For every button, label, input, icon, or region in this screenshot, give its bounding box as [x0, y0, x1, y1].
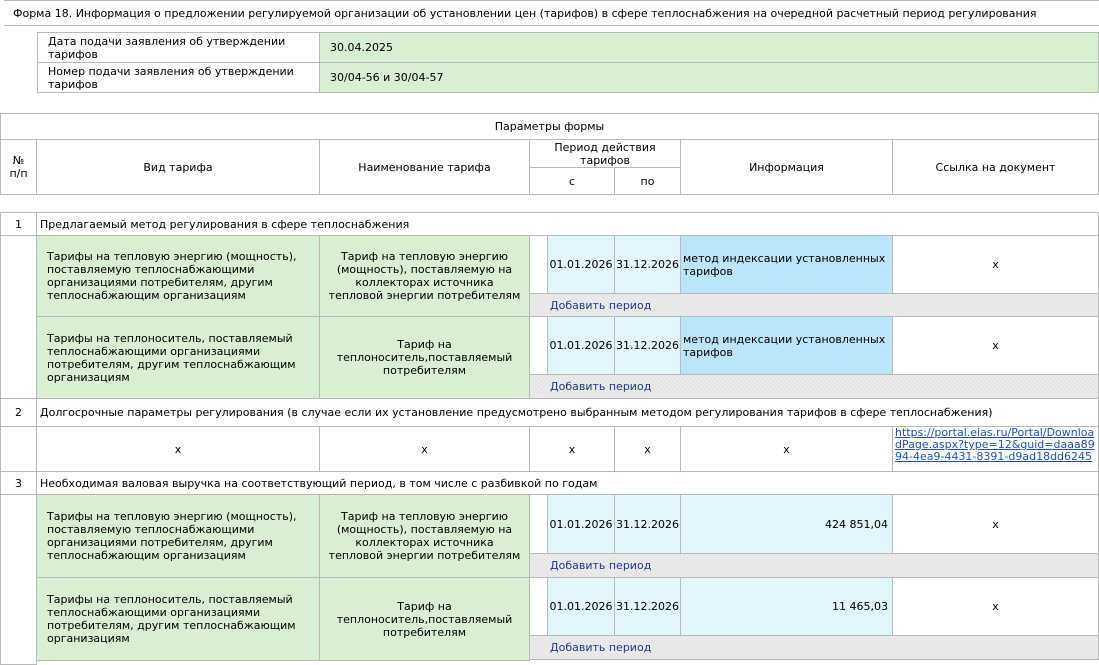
section-title: Необходимая валовая выручка на соответствующий период, в том числе с разбивкой по годам — [36, 471, 1099, 495]
information-value[interactable]: метод индексации установленных тарифов — [680, 235, 893, 294]
period-from-value[interactable]: 01.01.2026 — [547, 235, 615, 294]
period-from-value[interactable]: 01.01.2026 — [547, 577, 615, 636]
col-name-header: Наименование тарифа — [319, 139, 530, 195]
period-to-value: x — [614, 426, 681, 472]
period-from-value: x — [529, 426, 615, 472]
add-period-button[interactable]: Добавить период — [529, 553, 1099, 578]
doc-link-value: x — [892, 235, 1099, 294]
tariff-type-cell: Тарифы на тепловую энергию (мощность), поставляемую теплоснабжающими организациями потребителям, другим теплоснабжающим организациям — [36, 235, 320, 317]
period-to-value[interactable]: 31.12.2026 — [614, 577, 681, 636]
period-to-value[interactable]: 31.12.2026 — [614, 235, 681, 294]
period-to-value[interactable]: 31.12.2026 — [614, 494, 681, 554]
doc-link-value: x — [892, 577, 1099, 636]
section-title: Предлагаемый метод регулирования в сфере теплоснабжения — [36, 212, 1099, 236]
col-doc-header: Ссылка на документ — [892, 139, 1099, 195]
params-header: Параметры формы — [0, 113, 1099, 140]
section-number: 3 — [0, 471, 37, 495]
information-value: x — [680, 426, 893, 472]
col-from-header: с — [529, 167, 615, 195]
tariff-name-cell: Тариф на теплоноситель,поставляемый потребителям — [319, 577, 530, 661]
col-period-header: Период действия тарифов — [529, 139, 681, 168]
row-spacer — [529, 316, 548, 375]
document-link[interactable]: https://portal.eias.ru/Portal/DownloadPage.aspx?type=12&guid=daaa8994-4ea9-4431-8391-d9ad18dd6245 — [892, 426, 1099, 472]
tariff-name-cell: Тариф на тепловую энергию (мощность), поставляемую на коллекторах источника тепловой энергии потребителям — [319, 235, 530, 317]
tariff-name-cell: x — [319, 426, 530, 472]
information-value[interactable]: метод индексации установленных тарифов — [680, 316, 893, 375]
row-spacer — [529, 235, 548, 294]
tariff-type-cell: Тарифы на тепловую энергию (мощность), поставляемую теплоснабжающими организациями потребителям, другим теплоснабжающим организациям — [36, 494, 320, 578]
add-period-button[interactable]: Добавить период — [529, 293, 1099, 317]
section-number: 1 — [0, 212, 37, 236]
tariff-type-cell: Тарифы на теплоноситель, поставляемый теплоснабжающими организациями потребителям, другим теплоснабжающим организациям — [36, 316, 320, 399]
add-period-button[interactable]: Добавить период — [529, 374, 1099, 399]
section-number-spacer — [0, 494, 37, 665]
tariff-type-cell: x — [36, 426, 320, 472]
date-label: Дата подачи заявления об утверждении тарифов — [37, 32, 320, 63]
col-to-header: по — [614, 167, 681, 195]
section-number-spacer — [0, 235, 37, 399]
form-title: Форма 18. Информация о предложении регулируемой организации об установлении цен (тарифов) в сфере теплоснабжения на очередной расчетный период регулирования — [4, 0, 1099, 26]
revenue-value[interactable]: 424 851,04 — [680, 494, 893, 554]
number-label: Номер подачи заявления об утверждении тарифов — [37, 62, 320, 93]
section-number: 2 — [0, 398, 37, 427]
col-type-header: Вид тарифа — [36, 139, 320, 195]
col-info-header: Информация — [680, 139, 893, 195]
section-title: Долгосрочные параметры регулирования (в случае если их установление предусмотрено выбранным методом регулирования тарифов в сфере теплоснабжения) — [36, 398, 1099, 427]
revenue-value[interactable]: 11 465,03 — [680, 577, 893, 636]
period-from-value[interactable]: 01.01.2026 — [547, 494, 615, 554]
doc-link-value: x — [892, 316, 1099, 375]
col-num-header: № п/п — [0, 139, 37, 195]
tariff-name-cell: Тариф на теплоноситель,поставляемый потребителям — [319, 316, 530, 399]
doc-link-value: x — [892, 494, 1099, 554]
number-value[interactable]: 30/04-56 и 30/04-57 — [319, 62, 1099, 93]
section-number-spacer — [0, 426, 37, 472]
date-value[interactable]: 30.04.2025 — [319, 32, 1099, 63]
add-period-button[interactable]: Добавить период — [529, 635, 1099, 660]
tariff-name-cell: Тариф на тепловую энергию (мощность), поставляемую на коллекторах источника тепловой энергии потребителям — [319, 494, 530, 578]
period-to-value[interactable]: 31.12.2026 — [614, 316, 681, 375]
period-from-value[interactable]: 01.01.2026 — [547, 316, 615, 375]
tariff-type-cell: Тарифы на теплоноситель, поставляемый теплоснабжающими организациями потребителям, другим теплоснабжающим организациям — [36, 577, 320, 661]
row-spacer — [529, 577, 548, 636]
row-spacer — [529, 494, 548, 554]
